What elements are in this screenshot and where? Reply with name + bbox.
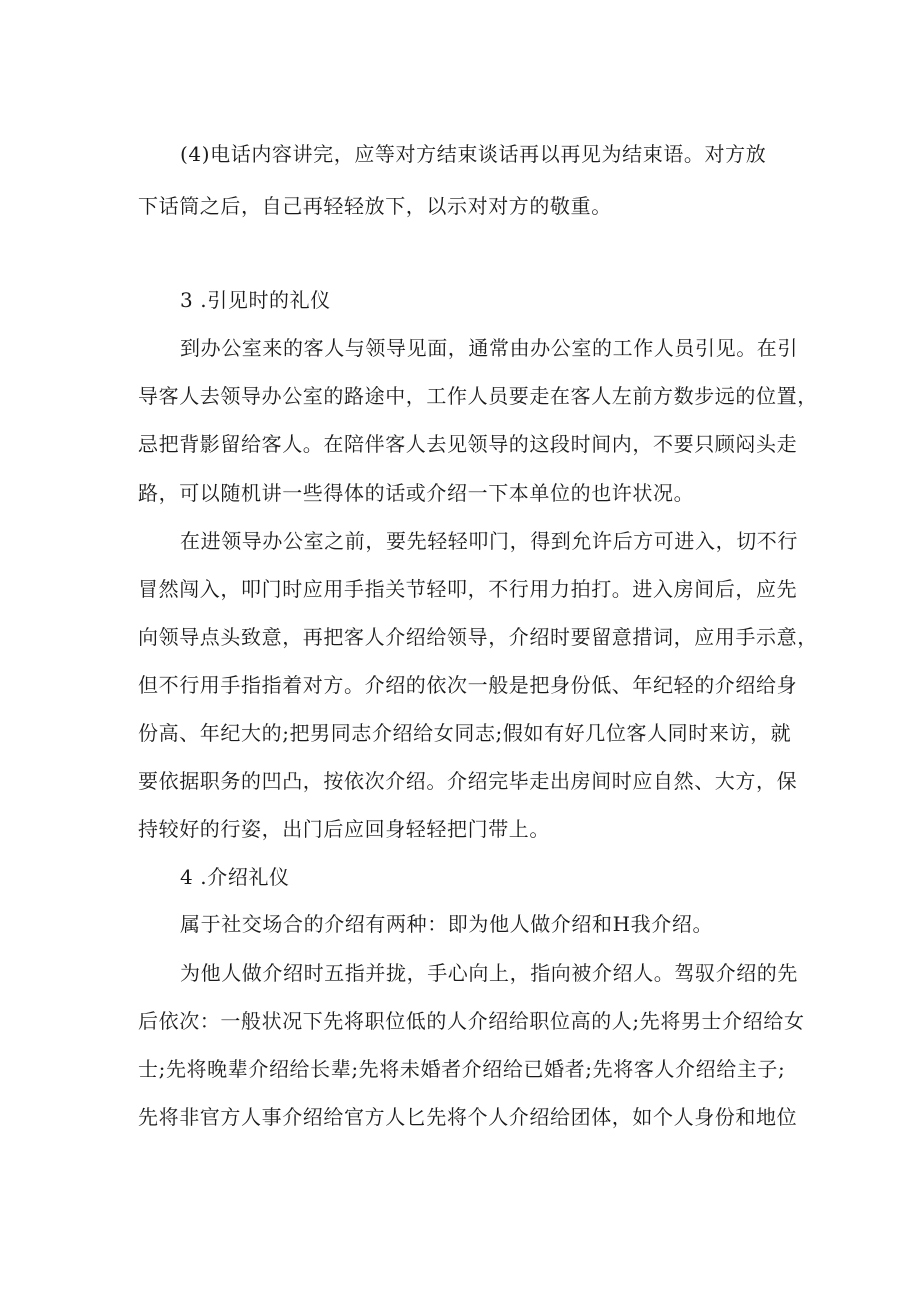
paragraph-line: (4)电话内容讲完，应等对方结束谈话再以再见为结束语。对方放: [180, 142, 767, 166]
paragraph-line: 属于社交场合的介绍有两种：即为他人做介绍和H我介绍。: [180, 912, 714, 936]
paragraph-line: 但不行用手指指着对方。介绍的依次一般是把身份低、年纪轻的介绍给身: [138, 673, 798, 697]
paragraph-line: 持较好的行姿，出门后应回身轻轻把门带上。: [138, 817, 550, 841]
paragraph-line: 在进领导办公室之前，要先轻轻叩门，得到允许后方可进入，切不行: [180, 529, 798, 553]
section-heading: 3 .引见时的礼仪: [180, 288, 331, 312]
paragraph-line: 后依次：一般状况下先将职位低的人介绍给职位高的人;先将男士介绍给女: [138, 1009, 805, 1033]
paragraph-line: 要依据职务的凹凸，按依次介绍。介绍完毕走出房间时应自然、大方，保: [138, 769, 798, 793]
paragraph-line: 路，可以随机讲一些得体的话或介绍一下本单位的也许状况。: [138, 481, 695, 505]
paragraph-line: 下话筒之后，自己再轻轻放下，以示对对方的敬重。: [138, 194, 612, 218]
paragraph-line: 先将非官方人事介绍给官方人匕先将个人介绍给团体，如个人身份和地位: [138, 1105, 798, 1129]
paragraph-line: 向领导点头致意，再把客人介绍给领导，介绍时要留意措词，应用手示意，: [138, 625, 818, 649]
paragraph-line: 份高、年纪大的;把男同志介绍给女同志;假如有好几位客人同时来访，就: [138, 721, 792, 745]
paragraph-line: 为他人做介绍时五指并拢，手心向上，指向被介绍人。驾驭介绍的先: [180, 961, 798, 985]
paragraph-line: 导客人去领导办公室的路途中，工作人员要走在客人左前方数步远的位置，: [138, 384, 818, 408]
section-heading: 4 .介绍礼仪: [180, 865, 290, 889]
paragraph-line: 到办公室来的客人与领导见面，通常由办公室的工作人员引见。在引: [180, 336, 798, 360]
paragraph-line: 士;先将晚辈介绍给长辈;先将未婚者介绍给已婚者;先将客人介绍给主子;: [138, 1057, 786, 1081]
paragraph-line: 忌把背影留给客人。在陪伴客人去见领导的这段时间内，不要只顾闷头走: [138, 432, 798, 456]
paragraph-line: 冒然闯入，叩门时应用手指关节轻叩，不行用力拍打。进入房间后，应先: [138, 577, 798, 601]
